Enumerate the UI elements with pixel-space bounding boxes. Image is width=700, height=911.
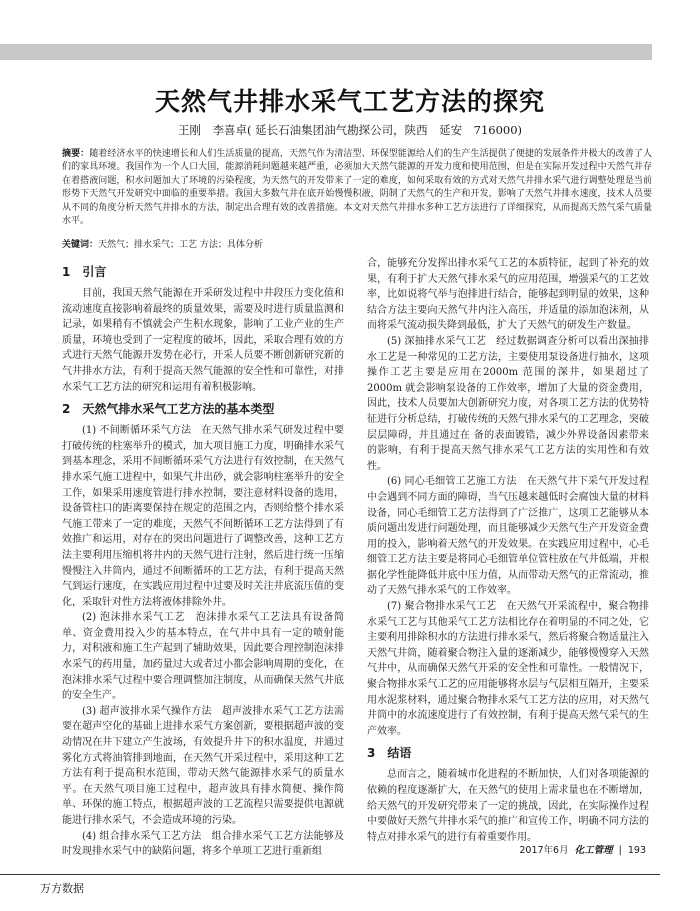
abstract-text: 随着经济水平的快速增长和人们生活质量的提高，天然气作为清洁型、环保型能源给人们的生产生活提供了便捷的发展条件并极大的改善了人们的家具环境。我国作为一个人口大国，能源消耗问题越来越严重，必须加大天然气能源的开发力度和使用范围，但是在实际开发过程中天然气井存在着搭液问题，积水问题加大了环境的污染程度，为天然气的开发带来了一定的难度，如何采取有效的方式对天然气井排水采气进行调整处理是当前形势下天然气开发研究中面临的重要举措。我国大多数气井在底开始慢慢积液，阴制了天然气的生产和开发，影响了天然气井排水速度，技术人员要从不同的角度分析天然气井排水的方法，制定出合理有效的改善措施。本文对天然气井排水多种工艺方法进行了详细探究，从而提高天然气采气质量水平。	[62, 149, 652, 227]
source-watermark: 万方数据	[40, 882, 84, 895]
section-heading: 2 天然气排水采气工艺方法的基本类型	[62, 402, 275, 417]
abstract	[62, 148, 652, 228]
journal-name: 化工管理	[574, 845, 613, 856]
paragraph: (2) 泡沫排水采气工艺 泡沫排水采气工艺法具有设备简单、资金费用投入少的基本特点，在气井中具有一定的喷射能力，对积液和施工生产起到了辅助效果，因此要合理控制泡沫排水采气的药用量，加药量过大或者过小都会影响周期的变化，在泡沫排水采气过程中要合理调整加注制度，从而确保天然气井底的安全生产。	[62, 612, 344, 702]
footer-divider	[0, 874, 660, 875]
paragraph-continued: 合，能够充分发挥出排水采气工艺的本质特征，起到了补充的效果，有利于扩大天然气排水采气的应用范围，增强采气的工艺效率，比如说将气举与泡排进行结合，能够起到明显的效果，这种结合方法主要向天然气井内注入高压，并适量的添加泡沫剂，从而将采气流动损失降到最低，扩大了天然气的研发生产数量。	[367, 258, 649, 332]
page-number: 193	[627, 845, 646, 856]
right-column	[367, 256, 649, 845]
left-column	[62, 258, 344, 860]
section-heading: 1 引言	[62, 265, 107, 279]
keywords-text: 天然气；排水采气；工艺 方法；具体分析	[98, 240, 263, 250]
abstract-label: 摘要：	[62, 149, 90, 159]
paragraph: (1) 不间断循环采气方法 在天然气排水采气研发过程中要打破传统的柱塞举升的模式，加大项目施工力度，明确排水采气到基本理念，采用不间断循环采气方法进行有效控制，在天然气排水采气施工进程中，如果气井出砂，就会影响柱塞举升的安全工作，如果采用速度管进行排水控制，要注意材料设备的选用，设备管柱口的距离要保持在规定的范围之内，否则给整个排水采气施工带来了一定的难度，天然气不间断循环工艺方法得到了有效推广和运用，对存在的突出问题进行了调整改善，这种工艺方法主要利用压缩机将井内的天然气进行注射，然后进行统一压缩慢慢注入井筒内，通过不间断循环的工艺方法，有利于提高天然气到运行速度，在实践应用过程中过要及时关注井底流压值的变化，采取针对性方法将液体排除外井。	[62, 425, 344, 608]
paragraph: (6) 同心毛细管工艺施工方法 在天然气井下采气开发过程中会遇到不同方面的障碍，当气压越来越低时会腐蚀大量的材料设备，同心毛细管工艺方法得到了广泛推广，这项工艺能够从本质问题出发进行问题处理，而且能够减少天然气生产开发资金费用的投入，影响着天然气的开发效果。在实践应用过程中，心毛细管工艺方法主要是将同心毛细管单位管柱放在气井低端，并根据化学性能降低井底中压力值，从而带动天然气的正常流动，推动了天然气排水采气的工作效率。	[367, 476, 649, 597]
keywords-label: 关键词：	[62, 240, 99, 250]
paragraph: (4) 组合排水采气工艺方法 组合排水采气工艺方法能够及时发现排水采气中的缺陷问题，将多个单项工艺进行重新组	[62, 830, 344, 858]
header-bar	[0, 44, 652, 60]
paragraph: 目前，我国天然气能源在开采研发过程中井段压力变化值和流动速度直接影响着最终的质量效果，需要及时进行质量监测和记录，如果稍有不慎就会产生积水现象，影响了工业产业的生产质量，环境也受到了一定程度的破坏，因此，采取合理有效的方式进行天然气能源开发势在必行，开采人员要不断创新研究新的气井排水方法，有利于提高天然气能源的安全性和可靠性，对排水采气工艺方法的研究和运用有着积极影响。	[62, 288, 344, 393]
paragraph: 总而言之，随着城市化进程的不断加快，人们对各项能源的依赖的程度逐渐扩大，在天然气的使用上需求量也在不断增加，给天然气的开发研究带来了一定的挑战，因此，在实际操作过程中要做好天然气井排水采气的推广和宣传工作，明确不同方法的特点对排水采气的进行有着重要作用。	[367, 769, 649, 843]
paragraph: (7) 聚合物排水采气工艺 在天然气开采流程中，聚合物排水采气工艺与其他采气工艺方法相比存在着明显的不同之处，它主要利用排除积水的方法进行排水采气，然后将聚合物适量注入天然气井筒，随着聚合物注入量的逐渐减少，能够慢慢穿入天然气井中，从而确保天然气开采的安全性和可靠性。一般情况下，聚合物排水采气工艺的应用能够将水层与气层相互隔开，主要采用水泥浆材料，通过聚合物排水采气工艺方法的应用，对天然气井筒中的水流速度进行了有效控制，有利于提高天然气采气的生产效率。	[367, 601, 649, 737]
paragraph: (3) 超声波排水采气操作方法 超声波排水采气工艺方法需要在超声空化的基础上进排水采气方案创新，要根据超声波的变动情况在井下建立产生波场，有效提升井下的积水温度，并通过雾化方式将油管排到地面，在天然气开采过程中，采用这种工艺方法有利于提高积水范围，带动天然气能源排水采气的质量水平。在天然气项目施工过程中，超声波具有排水简便、操作简单、环保的施工特点，根据超声波的工艺流程只需要提供电源就能进行排水采气，不会造成环境的污染。	[62, 705, 344, 826]
section-heading: 3 结语	[367, 746, 412, 761]
paragraph: (5) 深抽排水采气工艺 经过数据调查分析可以看出深抽排水工艺是一种常见的工艺方法，主要使用泵设备进行抽水，这项操作工艺主要是应用在2000m 范围的深井，如果超过了2000m 就会影响泵设备的工作效率，增加了大量的资金费用，因此，技术人员要加大创新研究力度，对各项工艺方法的优势特征进行分析总结，打破传统的天然气排水采气的工艺理念，突破层层障碍，并且通过在 备的表面镀锆，减少外界设备因素带来的影响，有利于提高天然气排水采气工艺方法的实用性和有效性。	[367, 335, 649, 472]
authors-affiliation: 王刚 李喜卓( 延长石油集团油气勘探公司，陕西 延安 716000)	[177, 123, 523, 137]
issue-date: 2017年6月	[519, 845, 569, 856]
page-footer-info: 2017年6月 化工管理 | 193	[519, 845, 646, 856]
keywords	[62, 239, 652, 252]
paper-title: 天然气井排水采气工艺方法的探究	[154, 87, 545, 116]
